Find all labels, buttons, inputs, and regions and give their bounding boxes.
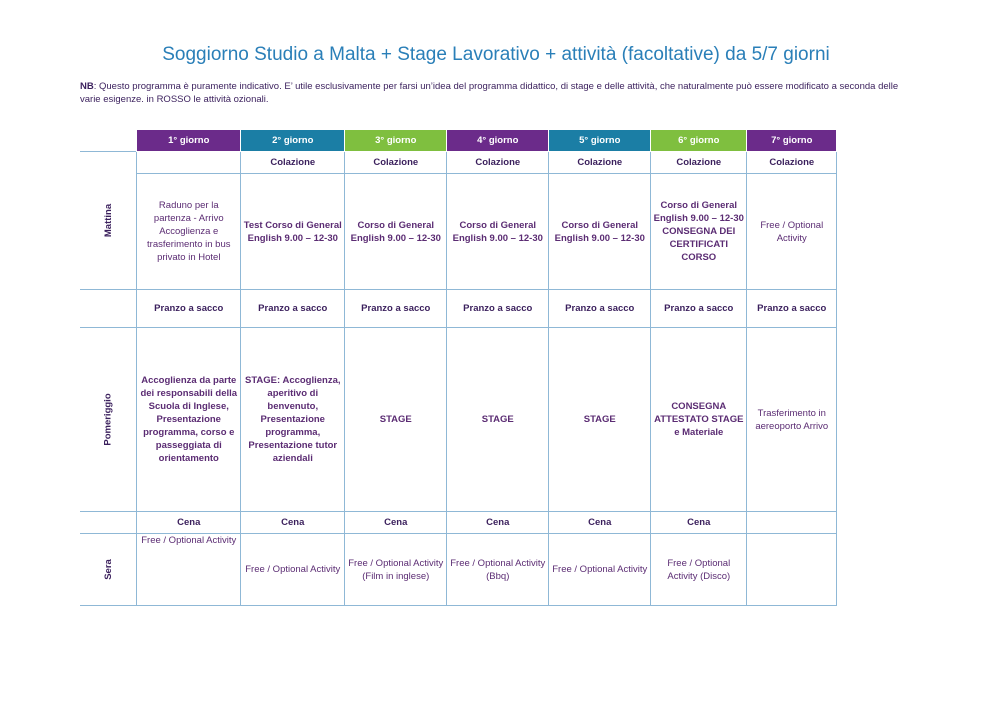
header-corner [80, 130, 137, 152]
cell-mattina-1: Raduno per la partenza - Arrivo Accoglienza e trasferimento in bus privato in Hotel [137, 174, 241, 290]
row-pranzo [80, 290, 837, 328]
header-row [80, 130, 837, 152]
cell-pomeriggio-5: STAGE [549, 328, 651, 512]
row-sera [80, 534, 837, 606]
section-label-sera: Sera [80, 534, 137, 606]
note-prefix: NB [80, 81, 94, 92]
schedule-table [80, 129, 837, 606]
cell-colazione-5: Colazione [549, 152, 651, 174]
cell-pranzo-5: Pranzo a sacco [549, 290, 651, 328]
cell-cena-2: Cena [241, 512, 345, 534]
side-empty-cena [80, 512, 137, 534]
cell-cena-6: Cena [651, 512, 747, 534]
cell-colazione-1 [137, 152, 241, 174]
row-colazione [80, 152, 837, 174]
cell-sera-6: Free / Optional Activity (Disco) [651, 534, 747, 606]
cell-sera-1: Free / Optional Activity [137, 534, 241, 606]
cell-pomeriggio-6: CONSEGNA ATTESTATO STAGE e Materiale [651, 328, 747, 512]
cell-mattina-3: Corso di General English 9.00 – 12-30 [345, 174, 447, 290]
cell-mattina-5: Corso di General English 9.00 – 12-30 [549, 174, 651, 290]
row-mattina [80, 174, 837, 290]
cell-colazione-4: Colazione [447, 152, 549, 174]
day-header-4: 4° giorno [447, 130, 549, 152]
day-header-2: 2° giorno [241, 130, 345, 152]
cell-pranzo-6: Pranzo a sacco [651, 290, 747, 328]
cell-pranzo-3: Pranzo a sacco [345, 290, 447, 328]
row-pomeriggio [80, 328, 837, 512]
cell-sera-2: Free / Optional Activity [241, 534, 345, 606]
cell-pranzo-1: Pranzo a sacco [137, 290, 241, 328]
cell-cena-7 [747, 512, 837, 534]
cell-cena-1: Cena [137, 512, 241, 534]
section-label-pomeriggio: Pomeriggio [80, 328, 137, 512]
cell-pomeriggio-1: Accoglienza da parte dei responsabili della Scuola di Inglese, Presentazione programma, corso e passeggiata di orientamento [137, 328, 241, 512]
day-header-1: 1° giorno [137, 130, 241, 152]
cell-mattina-2: Test Corso di General English 9.00 – 12-30 [241, 174, 345, 290]
cell-mattina-7: Free / Optional Activity [747, 174, 837, 290]
note-text: : Questo programma è puramente indicativo. E’ utile esclusivamente per farsi un’idea del programma didattico, di stage e delle attività, che naturalmente può essere modificato a seconda delle varie esigenze. in ROSSO le attività ozionali. [80, 81, 899, 105]
page-title: Soggiorno Studio a Malta + Stage Lavorativo + attività (facoltative) da 5/7 giorni [162, 44, 830, 65]
cell-mattina-6: Corso di General English 9.00 – 12-30 CONSEGNA DEI CERTIFICATI CORSO [651, 174, 747, 290]
cell-cena-5: Cena [549, 512, 651, 534]
cell-mattina-4: Corso di General English 9.00 – 12-30 [447, 174, 549, 290]
cell-pomeriggio-3: STAGE [345, 328, 447, 512]
day-header-6: 6° giorno [651, 130, 747, 152]
cell-colazione-3: Colazione [345, 152, 447, 174]
day-header-3: 3° giorno [345, 130, 447, 152]
cell-colazione-7: Colazione [747, 152, 837, 174]
day-header-7: 7° giorno [747, 130, 837, 152]
side-empty-pranzo [80, 290, 137, 328]
row-cena [80, 512, 837, 534]
cell-sera-4: Free / Optional Activity (Bbq) [447, 534, 549, 606]
cell-colazione-2: Colazione [241, 152, 345, 174]
cell-sera-5: Free / Optional Activity [549, 534, 651, 606]
day-header-5: 5° giorno [549, 130, 651, 152]
section-label-mattina: Mattina [80, 152, 137, 290]
cell-cena-4: Cena [447, 512, 549, 534]
cell-cena-3: Cena [345, 512, 447, 534]
cell-sera-7 [747, 534, 837, 606]
cell-colazione-6: Colazione [651, 152, 747, 174]
cell-pomeriggio-7: Trasferimento in aereoporto Arrivo [747, 328, 837, 512]
cell-pranzo-2: Pranzo a sacco [241, 290, 345, 328]
cell-pomeriggio-4: STAGE [447, 328, 549, 512]
disclaimer-note [80, 80, 910, 106]
cell-pranzo-4: Pranzo a sacco [447, 290, 549, 328]
cell-sera-3: Free / Optional Activity (Film in inglese) [345, 534, 447, 606]
cell-pomeriggio-2: STAGE: Accoglienza, aperitivo di benvenuto, Presentazione programma, Presentazione tutor aziendali [241, 328, 345, 512]
cell-pranzo-7: Pranzo a sacco [747, 290, 837, 328]
